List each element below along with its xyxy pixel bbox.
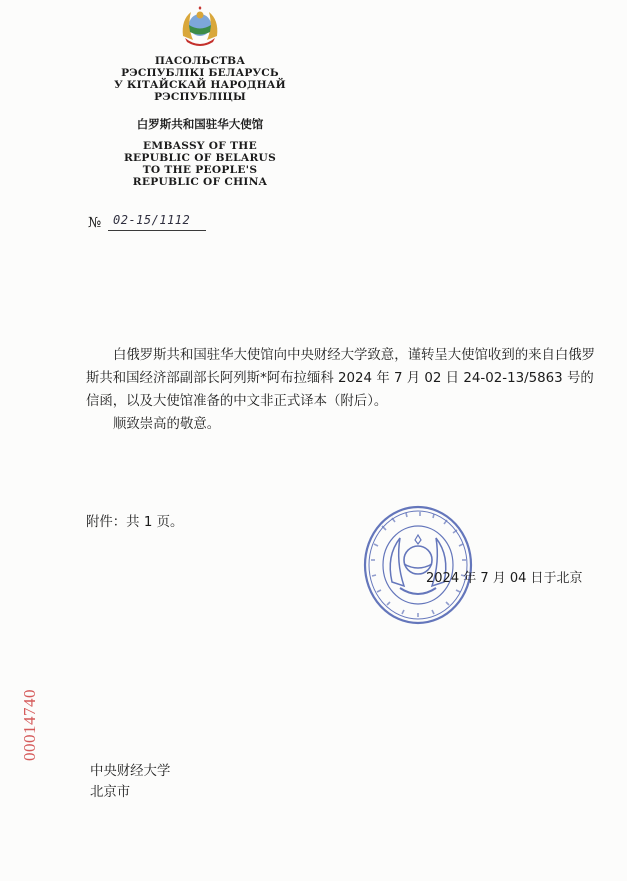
recipient-block: [90, 761, 170, 803]
letterhead-en-line: REPUBLIC OF CHINA: [132, 176, 268, 188]
letterhead-be-line: У КІТАЙСКАЙ НАРОДНАЙ: [114, 79, 286, 91]
attachment-note: 附件：共 1 页。: [86, 515, 184, 530]
recipient-line-2: 北京市: [90, 785, 131, 800]
belarus-state-emblem-icon: [179, 6, 221, 48]
body-paragraph-2: 顺致崇高的敬意。: [113, 417, 221, 432]
letterhead-en-line: REPUBLIC OF BELARUS: [123, 152, 277, 164]
serial-stamp: [18, 680, 42, 770]
letterhead-be-line: ПАСОЛЬСТВА: [154, 55, 246, 67]
letterhead-en-line: TO THE PEOPLE'S: [142, 164, 258, 176]
letterhead-belarusian: [80, 55, 320, 103]
number-sign: №: [88, 215, 102, 231]
embassy-seal-icon: [362, 504, 474, 626]
reference-underline: [108, 230, 206, 231]
letter-body: [86, 344, 606, 436]
letterhead-be-line: РЭСПУБЛІКІ БЕЛАРУСЬ: [121, 67, 279, 79]
date-line: 2024 年 7 月 04 日于北京: [426, 571, 583, 586]
handwritten-reference: 02-15/1112: [113, 213, 191, 227]
reference-number: [86, 212, 216, 240]
letterhead-zh-line: 白罗斯共和国驻华大使馆: [136, 117, 264, 131]
letterhead-english: [80, 140, 320, 188]
body-paragraph-1: 白俄罗斯共和国驻华大使馆向中央财经大学致意，谨转呈大使馆收到的来自白俄罗斯共和国经济部副部长阿列斯*阿布拉缅科 2024 年 7 月 02 日 24-02-13/5863 号的信函，以及大使馆准备的中文非正式译本（附后）。: [86, 348, 596, 409]
letterhead-en-line: EMBASSY OF THE: [143, 140, 257, 152]
letterhead-chinese: [80, 117, 320, 131]
recipient-line-1: 中央财经大学: [90, 764, 171, 779]
serial-number: 00014740: [20, 689, 39, 761]
letterhead-be-line: РЭСПУБЛІЦЫ: [154, 91, 246, 103]
